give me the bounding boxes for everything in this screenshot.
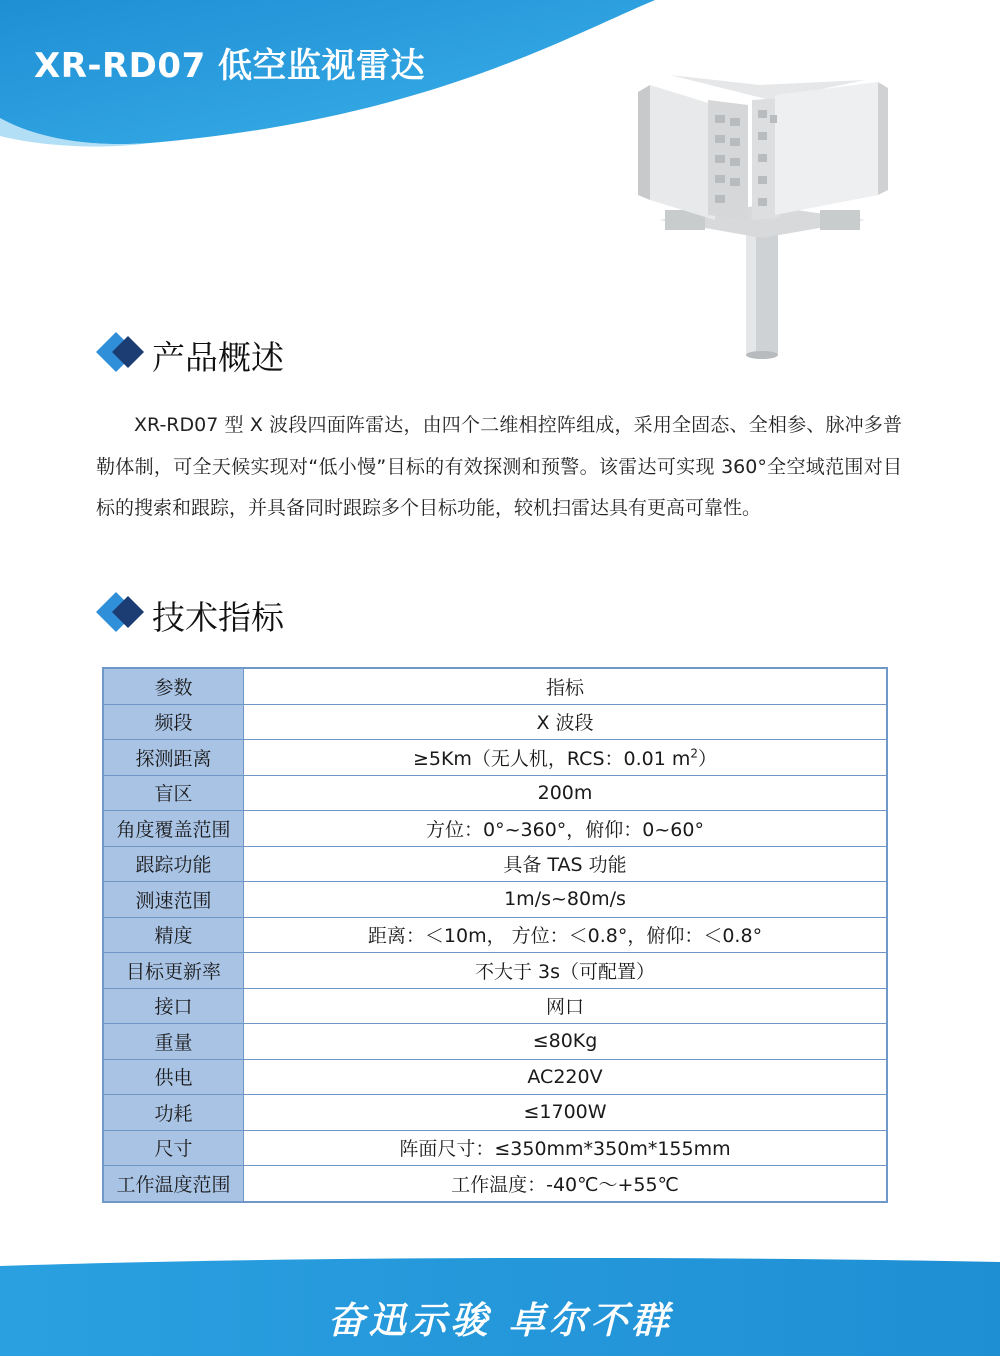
diamond-icon <box>96 590 146 634</box>
value-header-cell: 指标 <box>244 668 888 704</box>
param-cell: 测速范围 <box>103 882 244 918</box>
table-row <box>103 1095 887 1131</box>
overview-heading-text: 产品概述 <box>152 338 284 377</box>
diamond-icon <box>96 330 146 374</box>
table-row <box>103 846 887 882</box>
footer-slogan: 奋迅示骏 卓尔不群 <box>327 1299 673 1342</box>
table-row <box>103 882 887 918</box>
table-row <box>103 775 887 811</box>
value-cell: 方位：0°~360°，俯仰：0~60° <box>244 811 888 847</box>
param-cell: 探测距离 <box>103 740 244 776</box>
value-cell: X 波段 <box>244 704 888 740</box>
table-row <box>103 740 887 776</box>
value-cell: 网口 <box>244 988 888 1024</box>
param-cell: 跟踪功能 <box>103 846 244 882</box>
value-text: ≥5Km（无人机，RCS：0.01 m <box>412 747 691 770</box>
table-row <box>103 953 887 989</box>
param-cell: 功耗 <box>103 1095 244 1131</box>
table-row <box>103 811 887 847</box>
value-cell: 1m/s~80m/s <box>244 882 888 918</box>
param-cell: 角度覆盖范围 <box>103 811 244 847</box>
table-row <box>103 988 887 1024</box>
param-cell: 盲区 <box>103 775 244 811</box>
value-cell: 200m <box>244 775 888 811</box>
param-cell: 尺寸 <box>103 1130 244 1166</box>
table-row <box>103 1024 887 1060</box>
radar-product-image <box>620 70 900 365</box>
table-row <box>103 1059 887 1095</box>
table-header-row <box>103 668 887 704</box>
value-cell <box>244 740 888 776</box>
value-cell: 阵面尺寸：≤350mm*350m*155mm <box>244 1130 888 1166</box>
param-cell: 重量 <box>103 1024 244 1060</box>
table-row <box>103 1166 887 1202</box>
value-cell: 距离：＜10m， 方位：＜0.8°，俯仰：＜0.8° <box>244 917 888 953</box>
overview-paragraph: XR-RD07 型 X 波段四面阵雷达，由四个二维相控阵组成，采用全固态、全相参、脉冲多普勒体制，可全天候实现对“低小慢”目标的有效探测和预警。该雷达可实现 360°全空域范围对目标的搜索和跟踪，并具备同时跟踪多个目标功能，较机扫雷达具有更高可靠性。 <box>96 414 902 519</box>
specs-heading-text: 技术指标 <box>152 598 284 637</box>
value-cell: AC220V <box>244 1059 888 1095</box>
param-cell: 频段 <box>103 704 244 740</box>
param-cell: 工作温度范围 <box>103 1166 244 1202</box>
value-suffix: ） <box>698 747 718 770</box>
superscript: 2 <box>690 746 699 761</box>
param-cell: 精度 <box>103 917 244 953</box>
param-cell: 目标更新率 <box>103 953 244 989</box>
value-cell: 具备 TAS 功能 <box>244 846 888 882</box>
value-cell: 工作温度：-40℃～+55℃ <box>244 1166 888 1202</box>
value-cell: ≤80Kg <box>244 1024 888 1060</box>
spec-table <box>102 667 888 1203</box>
param-cell: 供电 <box>103 1059 244 1095</box>
value-cell: 不大于 3s（可配置） <box>244 953 888 989</box>
table-row <box>103 704 887 740</box>
value-cell: ≤1700W <box>244 1095 888 1131</box>
table-row <box>103 1130 887 1166</box>
page-title: XR-RD07 低空监视雷达 <box>34 46 426 86</box>
param-cell: 接口 <box>103 988 244 1024</box>
table-row <box>103 917 887 953</box>
param-header-cell: 参数 <box>103 668 244 704</box>
